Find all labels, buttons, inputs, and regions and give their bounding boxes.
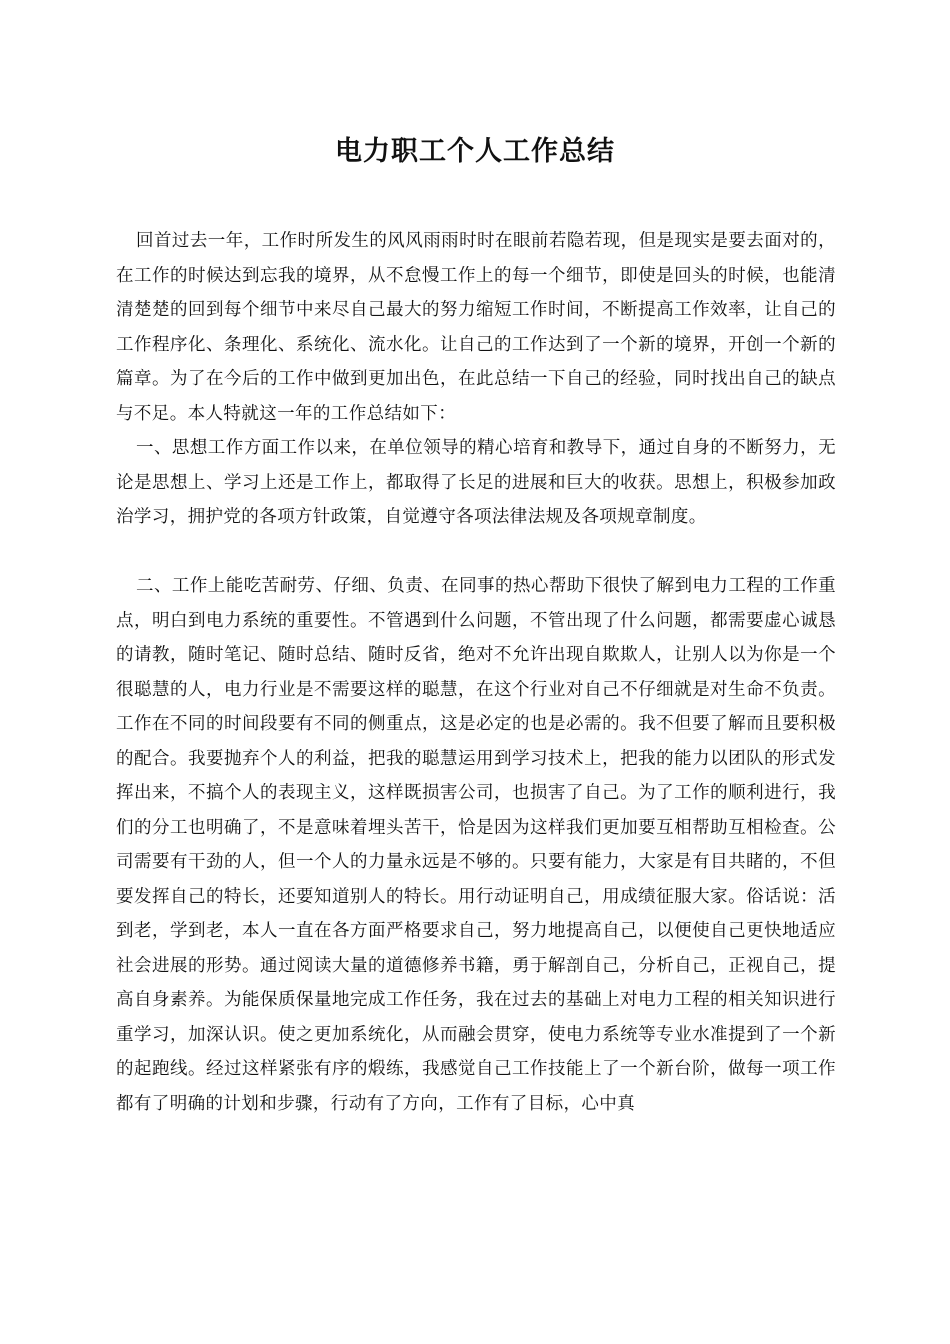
paragraph-spacer: [116, 535, 836, 570]
paragraph-work-attitude: 二、工作上能吃苦耐劳、仔细、负责、在同事的热心帮助下很快了解到电力工程的工作重点，明白到电力系统的重要性。不管遇到什么问题，不管出现了什么问题，都需要虚心诚恳的请教，随时笔记、随时总结、随时反省，绝对不允许出现自欺欺人，让别人以为你是一个很聪慧的人，电力行业是不需要这样的聪慧，在这个行业对自己不仔细就是对生命不负责。工作在不同的时间段要有不同的侧重点，这是必定的也是必需的。我不但要了解而且要积极的配合。我要抛弃个人的利益，把我的聪慧运用到学习技术上，把我的能力以团队的形式发挥出来，不搞个人的表现主义，这样既损害公司，也损害了自己。为了工作的顺利进行，我们的分工也明确了，不是意味着埋头苦干，恰是因为这样我们更加要互相帮助互相检查。公司需要有干劲的人，但一个人的力量永远是不够的。只要有能力，大家是有目共睹的，不但要发挥自己的特长，还要知道别人的特长。用行动证明自己，用成绩征服大家。俗话说：活到老，学到老，本人一直在各方面严格要求自己，努力地提高自己，以便使自己更快地适应社会进展的形势。通过阅读大量的道德修养书籍，勇于解剖自己，分析自己，正视自己，提高自身素养。为能保质保量地完成工作任务，我在过去的基础上对电力工程的相关知识进行重学习，加深认识。使之更加系统化，从而融会贯穿，使电力系统等专业水准提到了一个新的起跑线。经过这样紧张有序的煅练，我感觉自己工作技能上了一个新台阶，做每一项工作都有了明确的计划和步骤，行动有了方向，工作有了目标，心中真: [116, 576, 836, 1114]
paragraph-thought-work: 一、思想工作方面工作以来，在单位领导的精心培育和教导下，通过自身的不断努力，无论是思想上、学习上还是工作上，都取得了长足的进展和巨大的收获。思想上，积极参加政治学习，拥护党的各项方针政策，自觉遵守各项法律法规及各项规章制度。: [116, 438, 836, 527]
document-title: 电力职工个人工作总结: [335, 136, 615, 167]
document-body: [116, 224, 836, 1121]
paragraph-intro: 回首过去一年，工作时所发生的风风雨雨时时在眼前若隐若现，但是现实是要去面对的，在工作的时候达到忘我的境界，从不怠慢工作上的每一个细节，即使是回头的时候，也能清清楚楚的回到每个细节中来尽自己最大的努力缩短工作时间，不断提高工作效率，让自己的工作程序化、条理化、系统化、流水化。让自己的工作达到了一个新的境界，开创一个新的篇章。为了在今后的工作中做到更加出色，在此总结一下自己的经验，同时找出自己的缺点与不足。本人特就这一年的工作总结如下：: [116, 231, 836, 424]
